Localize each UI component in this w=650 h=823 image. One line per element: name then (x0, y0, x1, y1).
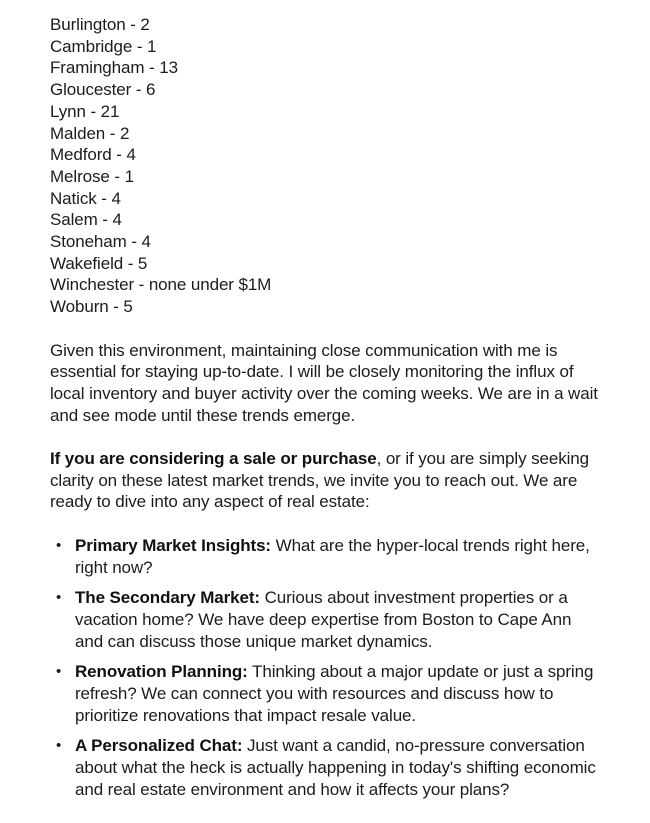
bullet-marker: • (56, 536, 62, 554)
town-count-line: Melrose - 1 (50, 166, 134, 186)
bullet-title: Renovation Planning: (75, 662, 248, 682)
bullet-marker: • (56, 663, 62, 681)
town-count-line: Medford - 4 (50, 145, 136, 165)
bullet-title: A Personalized Chat: (75, 736, 243, 756)
town-count-line: Woburn - 5 (50, 297, 133, 317)
paragraph-invite-bold: If you are considering a sale or purchase (50, 449, 377, 469)
paragraph-invite (50, 448, 604, 513)
bullet-text: Just want a candid, no-pressure conversation about what the heck is actually happening in today's shifting economic and real estate environment and how it affects your plans? (75, 736, 596, 799)
town-count-line: Framingham - 13 (50, 58, 178, 78)
services-bullet-list (50, 535, 604, 801)
bullet-item-renovation-planning (50, 661, 604, 726)
bullet-item-personalized-chat (50, 735, 604, 800)
bullet-marker: • (56, 737, 62, 755)
town-inventory-list (50, 14, 604, 318)
bullet-text: What are the hyper-local trends right here, right now? (75, 535, 590, 577)
paragraph-invite-rest: , or if you are simply seeking clarity on these latest market trends, we invite you to reach out. We are ready to dive into any aspect of real estate: (50, 449, 590, 512)
town-count-line: Stoneham - 4 (50, 232, 151, 252)
bullet-title: The Secondary Market: (75, 588, 260, 608)
town-count-line: Wakefield - 5 (50, 253, 148, 273)
bullet-item-primary-market (50, 535, 604, 578)
paragraph-communication-text: Given this environment, maintaining close communication with me is essential for staying up-to-date. I will be closely monitoring the influx of local inventory and buyer activity over the coming weeks. We are in a wait and see mode until these trends emerge. (50, 340, 598, 425)
town-count-line: Burlington - 2 (50, 15, 150, 34)
town-count-line: Salem - 4 (50, 210, 122, 230)
town-count-line: Winchester - none under $1M (50, 275, 272, 295)
town-count-line: Malden - 2 (50, 123, 130, 143)
town-count-line: Cambridge - 1 (50, 36, 157, 56)
town-count-line: Gloucester - 6 (50, 80, 156, 100)
bullet-text: Thinking about a major update or just a spring refresh? We can connect you with resources and discuss how to prioritize renovations that impact resale value. (75, 662, 594, 725)
town-count-line: Natick - 4 (50, 188, 121, 208)
bullet-title: Primary Market Insights: (75, 535, 271, 555)
town-count-line: Lynn - 21 (50, 101, 120, 121)
bullet-marker: • (56, 589, 62, 607)
bullet-text: Curious about investment properties or a vacation home? We have deep expertise from Boston to Cape Ann and can discuss those unique market dynamics. (75, 588, 572, 651)
bullet-item-secondary-market (50, 587, 604, 652)
paragraph-communication (50, 340, 604, 427)
